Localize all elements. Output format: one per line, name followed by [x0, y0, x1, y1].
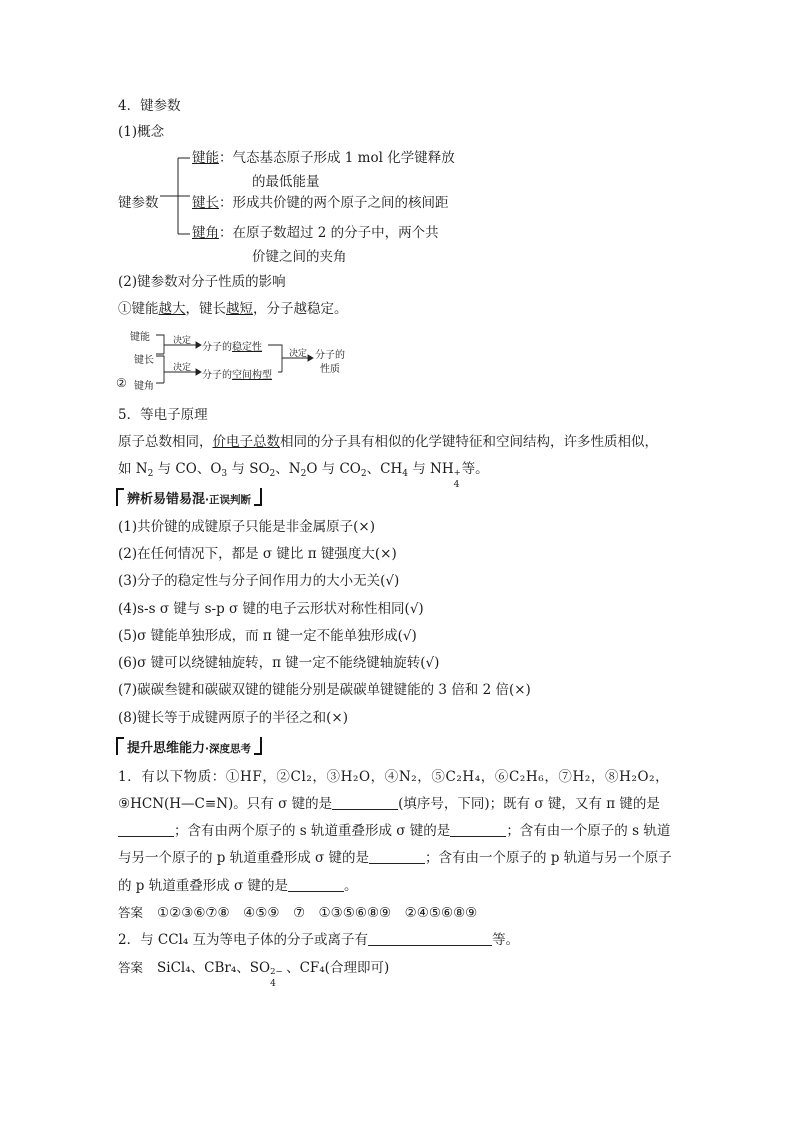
- question-2: 2．与 CCl₄ 互为等电子体的分子或离子有 等。: [118, 932, 520, 948]
- judgment-4: (4)s-s σ 键与 s-p σ 键的电子云形状对称性相同(√): [118, 601, 424, 617]
- diagram-final-2: 性质: [320, 364, 340, 375]
- judgment-2: (2)在任何情况下，都是 σ 键比 π 键强度大(×): [118, 546, 397, 562]
- energy-def-line1: ：气态基态原子形成 1 mol 化学键释放: [219, 150, 455, 166]
- section-header-judgment: 辨析易错易混·正误判断: [116, 488, 262, 507]
- answer-blank-6[interactable]: [368, 932, 492, 946]
- concept-heading: (1)概念: [118, 124, 165, 140]
- energy-term: 键能: [192, 150, 219, 166]
- question-2-answer: 答案 SiCl₄、CBr₄、SO 2− 4 、CF₄(合理即可): [118, 960, 390, 989]
- answer-blank-3[interactable]: [450, 823, 506, 837]
- diagram-decide-2: 决定: [173, 363, 192, 373]
- section-5-title: 5．等电子原理: [118, 407, 208, 423]
- judgment-7: (7)碳碳叁键和碳碳双键的键能分别是碳碳单键键能的 3 倍和 2 倍(×): [118, 682, 531, 698]
- bond-parameter-root: 键参数: [118, 195, 159, 211]
- length-term: 键长: [192, 195, 219, 211]
- diagram-energy: 键能: [130, 332, 150, 343]
- judgment-3: (3)分子的稳定性与分子间作用力的大小无关(√): [118, 573, 400, 589]
- angle-def-line1: ：在原子数超过 2 的分子中，两个共: [219, 225, 439, 241]
- answer-blank-1[interactable]: [332, 796, 398, 810]
- influence-heading: (2)键参数对分子性质的影响: [118, 274, 286, 290]
- diagram-length: 键长: [134, 355, 154, 366]
- answer-blank-5[interactable]: [288, 878, 344, 892]
- question-1-answer: 答案 ①②③⑥⑦⑧ ④⑤⑨ ⑦ ①③⑤⑥⑧⑨ ②④⑤⑥⑧⑨: [118, 905, 478, 921]
- judgment-1: (1)共价键的成键原子只能是非金属原子(×): [118, 519, 375, 535]
- energy-def-line2: 的最低能量: [252, 174, 320, 190]
- length-definition: [192, 193, 449, 213]
- diagram-decide-1: 决定: [173, 336, 192, 346]
- diagram-decide-3: 决定: [289, 349, 308, 359]
- judgment-5: (5)σ 键能单独形成，而 π 键一定不能单独形成(√): [118, 628, 417, 644]
- parameter-flow-diagram: [116, 326, 376, 392]
- isoelectronic-line-1: 原子总数相同，价电子总数相同的分子具有相似的化学键特征和空间结构，许多性质相似，: [118, 434, 658, 450]
- question-1-line-5: 的 p 轨道重叠形成 σ 键的是 。: [118, 878, 358, 894]
- diagram-final-1: 分子的: [315, 350, 345, 361]
- answer-blank-4[interactable]: [369, 850, 425, 864]
- section-4-title: 4．键参数: [118, 98, 181, 114]
- question-1-line-2: ⑨HCN(H—C≡N)。只有 σ 键的是 (填序号，下同)；既有 σ 键，又有 π 键的是: [118, 796, 660, 812]
- diagram-angle: 键角: [134, 381, 154, 392]
- question-1-line-4: 与另一个原子的 p 轨道重叠形成 σ 键的是 ；含有由一个原子的 p 轨道与另一个原子: [118, 850, 672, 866]
- angle-term: 键角: [192, 225, 219, 241]
- diagram-result-stability: 分子的稳定性: [202, 342, 262, 353]
- angle-def-line2: 价键之间的夹角: [252, 249, 347, 265]
- question-1-line-1: 1．有以下物质：①HF，②Cl₂，③H₂O，④N₂，⑤C₂H₄，⑥C₂H₆，⑦H₂，⑧H₂O₂，: [118, 769, 670, 785]
- length-def: ：形成共价键的两个原子之间的核间距: [219, 195, 449, 211]
- answer-blank-2[interactable]: [118, 823, 174, 837]
- stability-rule: ①键能越大，键长越短，分子越稳定。: [118, 301, 348, 317]
- judgment-6: (6)σ 键可以绕键轴旋转，π 键一定不能绕键轴旋转(√): [118, 655, 440, 671]
- angle-definition: [192, 223, 439, 243]
- diagram-number: ②: [116, 376, 127, 390]
- energy-definition: [192, 148, 455, 168]
- question-1-line-3: ；含有由两个原子的 s 轨道重叠形成 σ 键的是 ；含有由一个原子的 s 轨道: [118, 821, 670, 841]
- isoelectronic-line-2: 如 $N_2$ 与 CO、$O_3$ 与 $SO_2$、$N_2O$ 与 $CO_2$、$CH_4$ 与 NH + 4 等。: [118, 461, 489, 490]
- diagram-result-shape: 分子的空间构型: [202, 370, 272, 381]
- judgment-8: (8)键长等于成键两原子的半径之和(×): [118, 710, 348, 726]
- section-header-thinking: 提升思维能力·深度思考: [116, 737, 262, 756]
